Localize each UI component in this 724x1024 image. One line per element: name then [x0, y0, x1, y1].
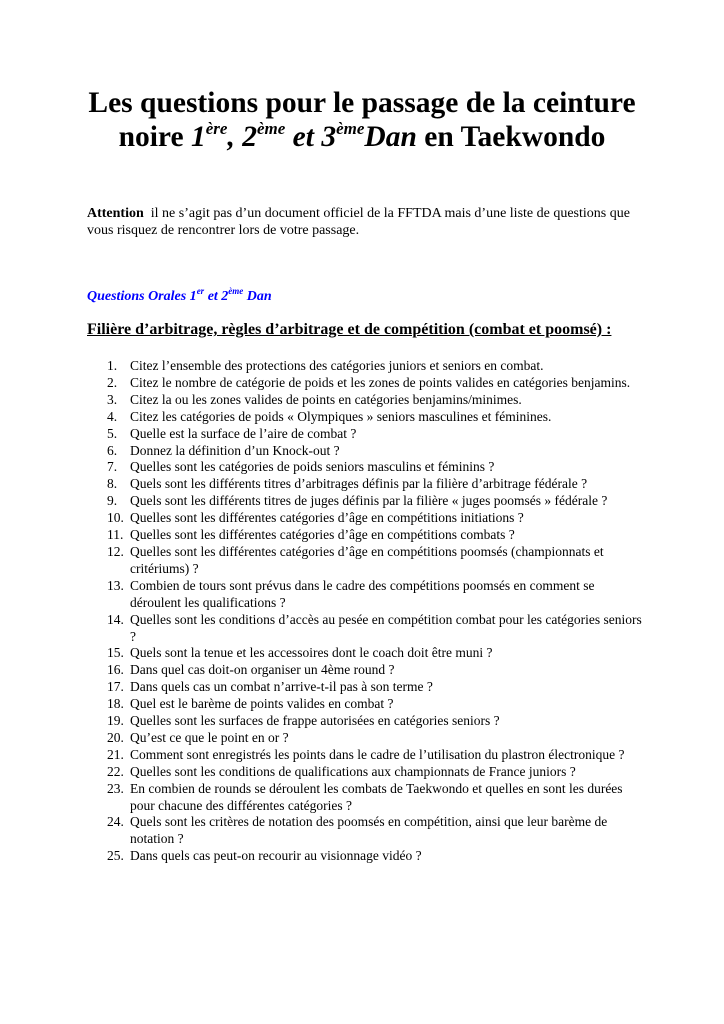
question-text: Quelles sont les conditions d’accès au pesée en compétition combat pour les catégories seniors ? [130, 611, 642, 644]
question-number: 15. [107, 645, 124, 661]
question-item [87, 814, 642, 848]
question-item [87, 358, 642, 375]
question-item [87, 476, 642, 493]
question-list [87, 358, 642, 865]
title-first-dan: 1ère, 2ème et 3èmeDan [190, 119, 417, 153]
question-number: 5. [107, 425, 118, 441]
question-text: Quelles sont les surfaces de frappe autorisées en catégories seniors ? [130, 713, 500, 729]
question-item [87, 662, 642, 679]
question-number: 4. [107, 408, 118, 424]
question-text: Dans quels cas un combat n’arrive-t-il pas à son terme ? [130, 679, 433, 695]
question-number: 18. [107, 696, 124, 712]
question-number: 9. [107, 493, 118, 509]
question-number: 12. [107, 543, 124, 559]
question-text: Quels sont les différents titres de juges définis par la filière « juges poomsés » fédérale ? [130, 493, 608, 509]
question-text: Quelles sont les différentes catégories d’âge en compétitions initiations ? [130, 510, 524, 526]
title-line-1: Les questions pour le passage de la ceinture [88, 87, 636, 119]
question-item [87, 392, 642, 409]
question-text: Quel est le barème de points valides en combat ? [130, 696, 394, 712]
question-number: 21. [107, 746, 124, 762]
question-text: Quels sont les critères de notation des poomsés en compétition, ainsi que leur barème de notation ? [130, 814, 608, 847]
page-title [40, 86, 684, 154]
question-text: Donnez la définition d’un Knock-out ? [130, 442, 340, 458]
question-number: 3. [107, 391, 118, 407]
question-item [87, 713, 642, 730]
question-item [87, 747, 642, 764]
question-number: 24. [107, 814, 124, 830]
question-text: Quelle est la surface de l’aire de combat ? [130, 425, 357, 441]
question-number: 11. [107, 527, 124, 543]
question-text: Quelles sont les différentes catégories d’âge en compétitions poomsés (championnats et critériums) ? [130, 543, 604, 576]
question-item [87, 612, 642, 646]
question-number: 23. [107, 780, 124, 796]
attention-text: il ne s’agit pas d’un document officiel de la FFTDA mais d’une liste de questions que vous risquez de rencontrer lors de votre passage. [87, 206, 630, 238]
question-item [87, 510, 642, 527]
question-number: 19. [107, 713, 124, 729]
question-text: Quels sont la tenue et les accessoires dont le coach doit être muni ? [130, 645, 493, 661]
question-item [87, 696, 642, 713]
question-item [87, 544, 642, 578]
question-item [87, 764, 642, 781]
question-text: Citez les catégories de poids « Olympiques » seniors masculines et féminines. [130, 408, 552, 424]
question-number: 20. [107, 729, 124, 745]
question-number: 13. [107, 577, 124, 593]
question-number: 7. [107, 459, 118, 475]
question-text: Dans quels cas peut-on recourir au visionnage vidéo ? [130, 848, 422, 864]
question-number: 1. [107, 358, 118, 373]
question-item [87, 493, 642, 510]
question-text: Citez le nombre de catégorie de poids et les zones de points valides en catégories benjamins. [130, 374, 631, 390]
question-number: 8. [107, 476, 118, 492]
oral-questions-heading: Questions Orales 1er et 2ème Dan [87, 286, 272, 304]
question-item [87, 578, 642, 612]
question-number: 2. [107, 374, 118, 390]
title-rest: en Taekwondo [416, 121, 606, 153]
question-item [87, 426, 642, 443]
question-text: Quels sont les différents titres d’arbitrages définis par la filière d’arbitrage fédérale ? [130, 476, 588, 492]
question-item [87, 409, 642, 426]
question-item [87, 443, 642, 460]
question-item [87, 730, 642, 747]
question-number: 17. [107, 679, 124, 695]
question-number: 6. [107, 442, 118, 458]
question-number: 10. [107, 510, 124, 526]
question-text: Combien de tours sont prévus dans le cadre des compétitions poomsés en comment se déroulent les qualifications ? [130, 577, 595, 610]
question-item [87, 679, 642, 696]
question-text: Qu’est ce que le point en or ? [130, 729, 289, 745]
attention-label: Attention [87, 206, 144, 221]
question-number: 16. [107, 662, 124, 678]
title-noire: noire [118, 121, 191, 153]
question-item [87, 781, 642, 815]
section-title: Filière d’arbitrage, règles d’arbitrage et de compétition (combat et poomsé) : [87, 321, 612, 338]
question-number: 14. [107, 611, 124, 627]
question-item [87, 645, 642, 662]
question-text: Dans quel cas doit-on organiser un 4ème round ? [130, 662, 395, 678]
question-item [87, 848, 642, 865]
question-item [87, 459, 642, 476]
question-text: Citez la ou les zones valides de points en catégories benjamins/minimes. [130, 391, 522, 407]
question-text: Quelles sont les différentes catégories d’âge en compétitions combats ? [130, 527, 515, 543]
question-item [87, 375, 642, 392]
question-number: 25. [107, 848, 124, 864]
question-text: Quelles sont les conditions de qualifications aux championnats de France juniors ? [130, 763, 576, 779]
question-text: Quelles sont les catégories de poids seniors masculins et féminins ? [130, 459, 495, 475]
question-text: Citez l’ensemble des protections des catégories juniors et seniors en combat. [130, 358, 544, 373]
question-number: 22. [107, 763, 124, 779]
question-text: Comment sont enregistrés les points dans le cadre de l’utilisation du plastron électronique ? [130, 746, 625, 762]
question-item [87, 527, 642, 544]
question-text: En combien de rounds se déroulent les combats de Taekwondo et quelles en sont les durées pour chacune des différentes catégories ? [130, 780, 623, 813]
attention-note [87, 205, 647, 239]
